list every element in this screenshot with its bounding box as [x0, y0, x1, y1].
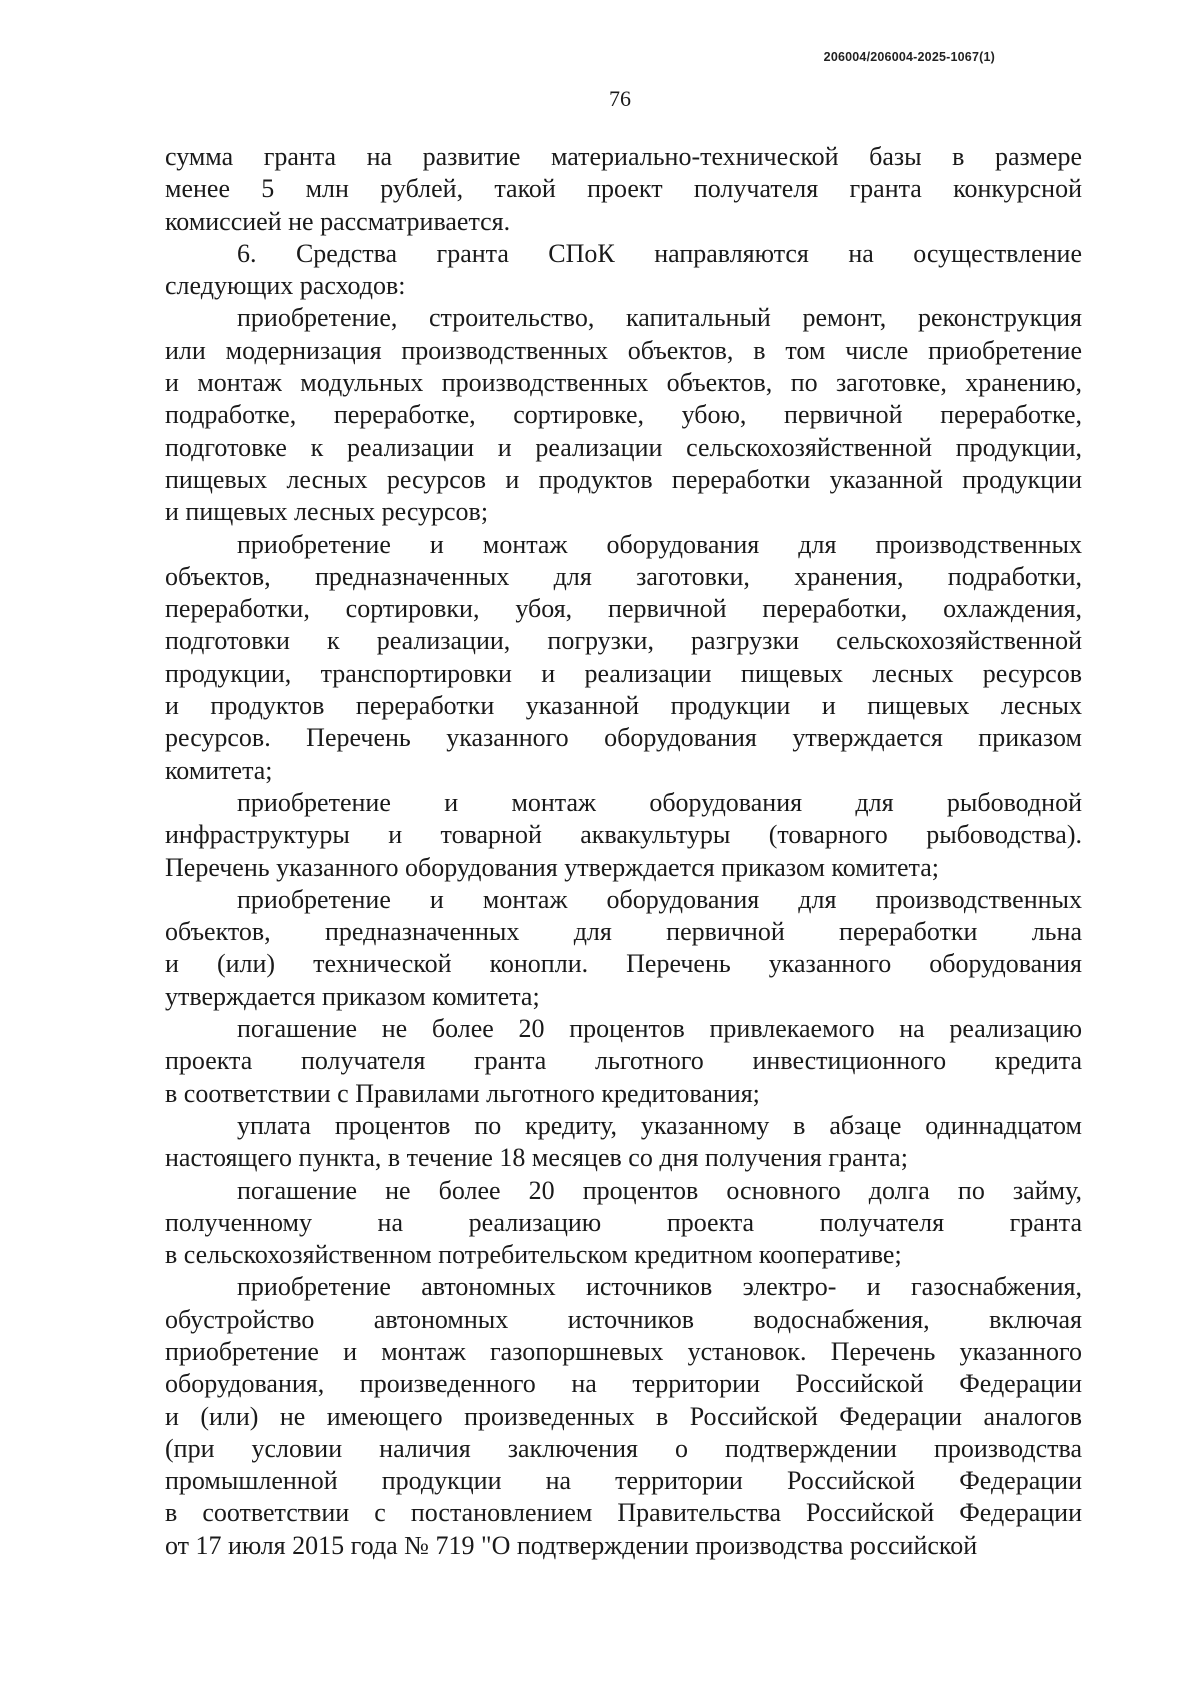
text-line: приобретение и монтаж газопоршневых установок. Перечень указанного	[165, 1336, 1082, 1366]
text-line: утверждается приказом комитета;	[165, 981, 540, 1011]
text-line: инфраструктуры и товарной аквакультуры (товарного рыбоводства).	[165, 820, 1082, 850]
paragraph	[165, 529, 1082, 787]
text-line: объектов, предназначенных для первичной переработки льна	[165, 917, 1082, 947]
text-line: промышленной продукции на территории Российской Федерации	[165, 1466, 1082, 1496]
text-line: или модернизация производственных объектов, в том числе приобретение	[165, 335, 1082, 365]
text-line: приобретение и монтаж оборудования для рыбоводной	[237, 787, 1082, 817]
text-line: менее 5 млн рублей, такой проект получателя гранта конкурсной	[165, 174, 1082, 204]
text-line: и пищевых лесных ресурсов;	[165, 497, 489, 527]
text-line: комитета;	[165, 755, 273, 785]
text-line: полученному на реализацию проекта получателя гранта	[165, 1207, 1082, 1237]
text-line: приобретение и монтаж оборудования для производственных	[237, 884, 1082, 914]
text-line: в соответствии с Правилами льготного кредитования;	[165, 1078, 760, 1108]
text-line: сумма гранта на развитие материально-технической базы в размере	[165, 142, 1082, 171]
text-line: и продуктов переработки указанной продукции и пищевых лесных	[165, 691, 1082, 721]
text-line: переработки, сортировки, убоя, первичной переработки, охлаждения,	[165, 594, 1082, 624]
text-line: уплата процентов по кредиту, указанному в абзаце одиннадцатом	[237, 1110, 1082, 1140]
text-line: подготовки к реализации, погрузки, разгрузки сельскохозяйственной	[165, 626, 1082, 656]
text-line: в сельскохозяйственном потребительском кредитном кооперативе;	[165, 1240, 902, 1270]
document-id: 206004/206004-2025-1067(1)	[823, 50, 995, 64]
text-line: оборудования, произведенного на территории Российской Федерации	[165, 1369, 1082, 1399]
paragraph	[165, 302, 1082, 528]
paragraph	[165, 1175, 1082, 1272]
paragraph	[165, 1271, 1082, 1562]
text-line: от 17 июля 2015 года № 719 "О подтверждении производства российской	[165, 1530, 978, 1560]
text-line: ресурсов. Перечень указанного оборудования утверждается приказом	[165, 723, 1082, 753]
text-line: приобретение автономных источников электро- и газоснабжения,	[237, 1272, 1082, 1302]
text-line: объектов, предназначенных для заготовки, хранения, подработки,	[165, 561, 1082, 591]
text-line: пищевых лесных ресурсов и продуктов переработки указанной продукции	[165, 464, 1082, 494]
text-line: комиссией не рассматривается.	[165, 206, 511, 236]
paragraph	[165, 1110, 1082, 1175]
text-line: в соответствии с постановлением Правительства Российской Федерации	[165, 1498, 1082, 1528]
text-line: и монтаж модульных производственных объектов, по заготовке, хранению,	[165, 368, 1082, 398]
text-line: (при условии наличия заключения о подтверждении производства	[165, 1433, 1082, 1463]
paragraph	[165, 884, 1082, 1013]
text-line: продукции, транспортировки и реализации пищевых лесных ресурсов	[165, 658, 1082, 688]
text-line: настоящего пункта, в течение 18 месяцев со дня получения гранта;	[165, 1143, 908, 1173]
text-line: подготовке к реализации и реализации сельскохозяйственной продукции,	[165, 432, 1082, 462]
text-line: погашение не более 20 процентов привлекаемого на реализацию	[237, 1014, 1082, 1044]
document-body	[165, 141, 1082, 1562]
text-line: Перечень указанного оборудования утверждается приказом комитета;	[165, 852, 939, 882]
paragraph	[165, 1013, 1082, 1110]
text-line: и (или) технической конопли. Перечень указанного оборудования	[165, 949, 1082, 979]
text-line: и (или) не имеющего произведенных в Российской Федерации аналогов	[165, 1401, 1082, 1431]
text-line: подработке, переработке, сортировке, убою, первичной переработке,	[165, 400, 1082, 430]
text-line: погашение не более 20 процентов основного долга по займу,	[237, 1175, 1082, 1205]
text-line: проекта получателя гранта льготного инвестиционного кредита	[165, 1046, 1082, 1076]
text-line: следующих расходов:	[165, 271, 406, 301]
paragraph	[165, 787, 1082, 884]
text-line: 6. Средства гранта СПоК направляются на осуществление	[237, 238, 1082, 268]
text-line: обустройство автономных источников водоснабжения, включая	[165, 1304, 1082, 1334]
paragraph	[165, 141, 1082, 238]
text-line: приобретение и монтаж оборудования для производственных	[237, 529, 1082, 559]
text-line: приобретение, строительство, капитальный ремонт, реконструкция	[237, 303, 1082, 333]
paragraph	[165, 238, 1082, 303]
page-number: 76	[609, 86, 631, 111]
